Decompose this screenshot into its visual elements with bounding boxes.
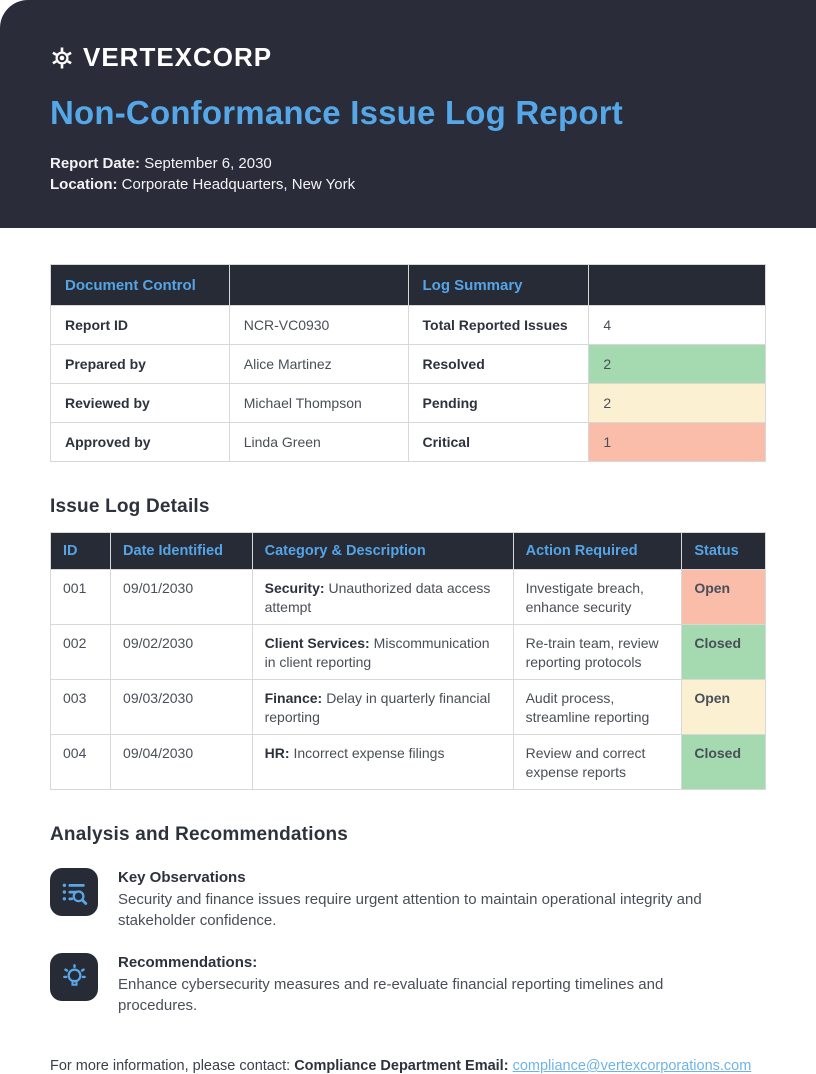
resolved-count-cell: 2 <box>589 345 766 384</box>
location-label: Location: <box>50 176 118 193</box>
pending-count-cell: 2 <box>589 384 766 423</box>
status-badge: Closed <box>682 625 766 680</box>
issue-row <box>51 680 766 735</box>
document-control-header: Document Control <box>51 265 230 306</box>
lightbulb-icon <box>50 953 98 1001</box>
footer-text: For more information, please contact: <box>50 1058 291 1074</box>
row-label: Prepared by <box>51 345 230 384</box>
header-spacer <box>229 265 408 306</box>
col-status: Status <box>682 533 766 570</box>
analysis-heading: Analysis and Recommendations <box>50 824 349 845</box>
footer-contact-line <box>50 1058 766 1074</box>
key-observations-item <box>50 868 766 931</box>
row-label: Resolved <box>408 345 589 384</box>
category-description: Incorrect expense filings <box>293 745 445 761</box>
table-row <box>51 384 766 423</box>
issue-category-description <box>252 680 513 735</box>
category-label: Client Services: <box>264 635 370 651</box>
report-date-label: Report Date: <box>50 155 141 172</box>
issue-date: 09/04/2030 <box>111 735 253 790</box>
location-value: Corporate Headquarters, New York <box>121 176 356 193</box>
issue-log-table <box>50 532 766 790</box>
page-title: Non-Conformance Issue Log Report <box>50 94 623 131</box>
category-description: Unauthorized data access attempt <box>264 580 491 615</box>
col-category: Category & Description <box>252 533 513 570</box>
issue-row <box>51 625 766 680</box>
location-line <box>50 174 766 195</box>
logo-text: VERTEXCORP <box>83 42 273 72</box>
issue-date: 09/01/2030 <box>111 570 253 625</box>
log-summary-header: Log Summary <box>408 265 589 306</box>
row-label: Pending <box>408 384 589 423</box>
issue-id: 003 <box>51 680 111 735</box>
status-badge: Open <box>682 570 766 625</box>
report-header <box>0 0 816 228</box>
row-value: Linda Green <box>229 423 408 462</box>
issue-date: 09/02/2030 <box>111 625 253 680</box>
recommendations-title: Recommendations: <box>118 954 258 971</box>
issue-category-description <box>252 625 513 680</box>
table-row <box>51 306 766 345</box>
status-badge: Open <box>682 680 766 735</box>
issue-id: 001 <box>51 570 111 625</box>
issue-action: Audit process, streamline reporting <box>513 680 682 735</box>
key-observations-title: Key Observations <box>118 869 246 886</box>
col-action: Action Required <box>513 533 682 570</box>
table-header-row <box>51 265 766 306</box>
issue-id: 004 <box>51 735 111 790</box>
row-label: Report ID <box>51 306 230 345</box>
row-label: Total Reported Issues <box>408 306 589 345</box>
recommendations-item <box>50 953 766 1016</box>
gear-badge-icon <box>50 46 74 70</box>
report-date-line <box>50 153 766 174</box>
critical-count-cell: 1 <box>589 423 766 462</box>
row-value: Alice Martinez <box>229 345 408 384</box>
logo <box>50 0 766 73</box>
row-label: Reviewed by <box>51 384 230 423</box>
table-header-row <box>51 533 766 570</box>
status-badge: Closed <box>682 735 766 790</box>
row-label: Approved by <box>51 423 230 462</box>
list-search-icon <box>50 868 98 916</box>
header-spacer <box>589 265 766 306</box>
row-value: Michael Thompson <box>229 384 408 423</box>
row-value: NCR-VC0930 <box>229 306 408 345</box>
recommendations-text: Enhance cybersecurity measures and re-evaluate financial reporting timelines and procedures. <box>118 976 664 1014</box>
row-value: 4 <box>589 306 766 345</box>
issue-action: Investigate breach, enhance security <box>513 570 682 625</box>
category-description: Miscommunication in client reporting <box>264 635 490 670</box>
category-label: Security: <box>264 580 325 596</box>
table-row <box>51 345 766 384</box>
issue-action: Review and correct expense reports <box>513 735 682 790</box>
col-date: Date Identified <box>111 533 253 570</box>
category-description: Delay in quarterly financial reporting <box>264 690 491 725</box>
issue-row <box>51 735 766 790</box>
issue-id: 002 <box>51 625 111 680</box>
document-control-table <box>50 264 766 462</box>
issue-log-heading: Issue Log Details <box>50 496 210 517</box>
issue-action: Re-train team, review reporting protocols <box>513 625 682 680</box>
row-label: Critical <box>408 423 589 462</box>
compliance-email-link[interactable]: compliance@vertexcorporations.com <box>512 1058 752 1074</box>
category-label: Finance: <box>264 690 323 706</box>
footer-email-label: Compliance Department Email: <box>294 1058 509 1074</box>
category-label: HR: <box>264 745 290 761</box>
table-row <box>51 423 766 462</box>
issue-category-description <box>252 735 513 790</box>
key-observations-text: Security and finance issues require urgent attention to maintain operational integrity and stakeholder confidence. <box>118 891 702 929</box>
issue-category-description <box>252 570 513 625</box>
report-date-value: September 6, 2030 <box>144 155 272 172</box>
col-id: ID <box>51 533 111 570</box>
issue-row <box>51 570 766 625</box>
issue-date: 09/03/2030 <box>111 680 253 735</box>
